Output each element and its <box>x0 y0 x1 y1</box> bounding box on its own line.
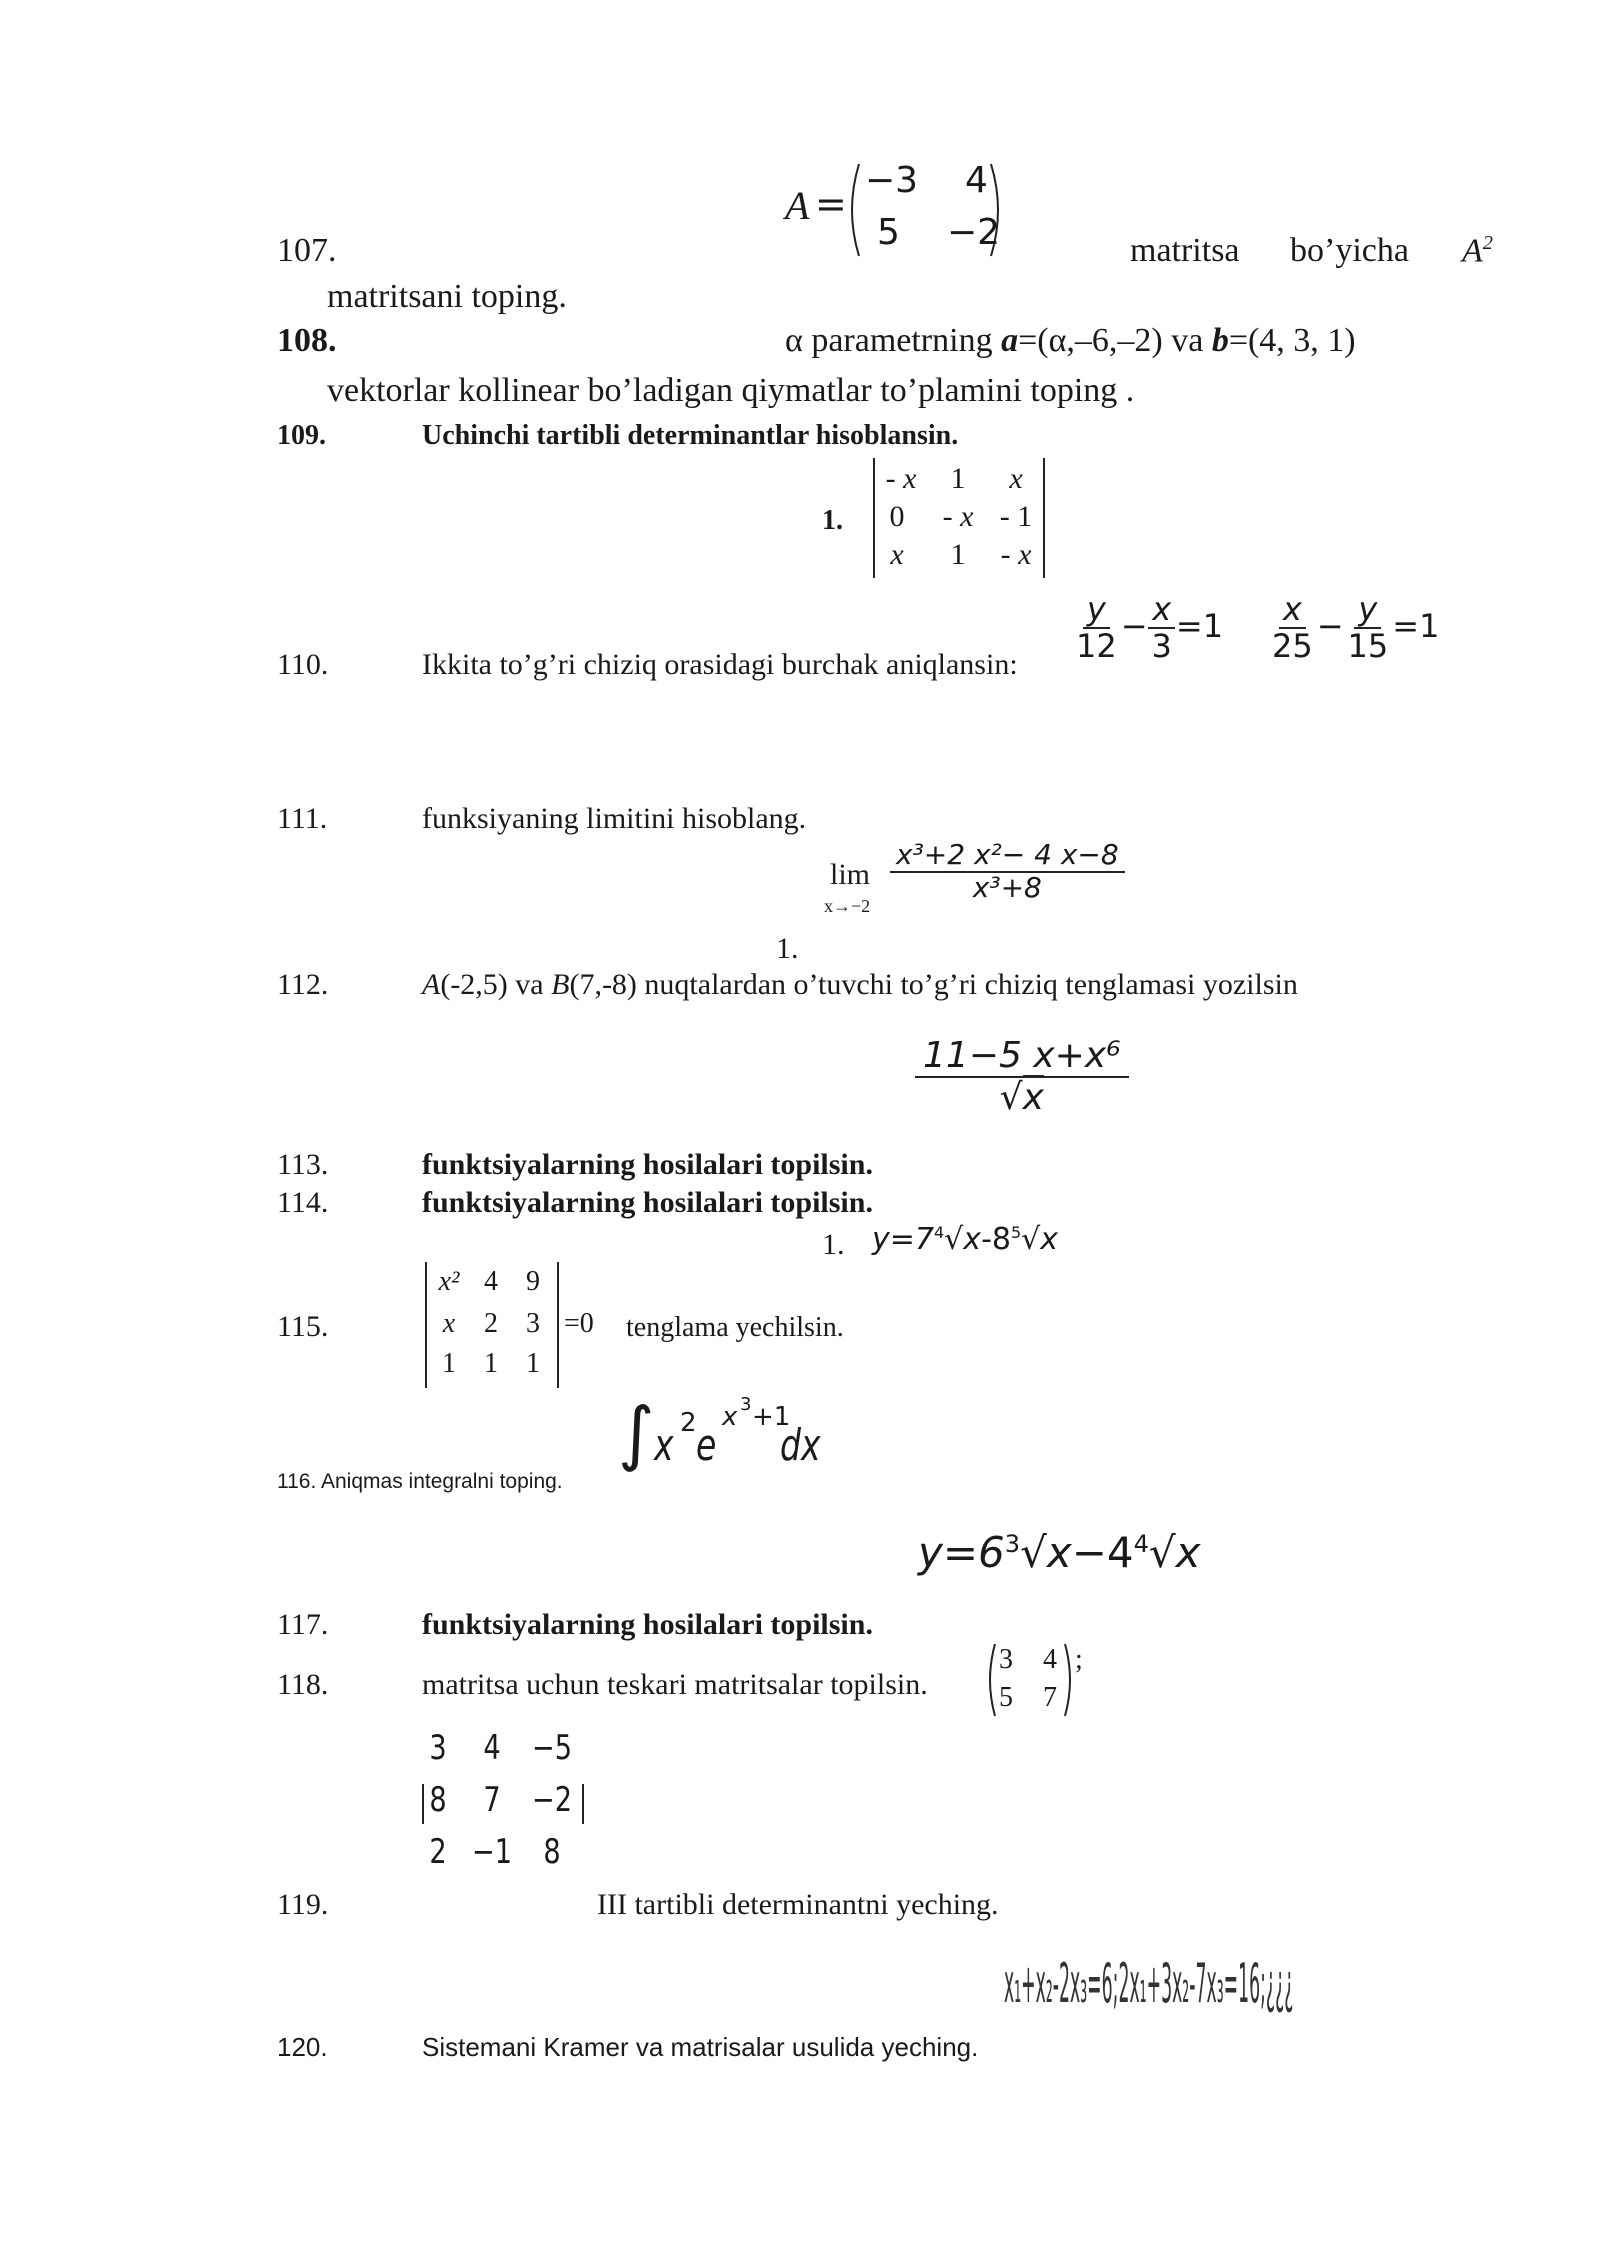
integral-sign: ∫ <box>618 1392 655 1474</box>
det-cell: 4 <box>484 1266 498 1297</box>
matrix-cell: 7 <box>1043 1682 1057 1713</box>
matrix-3x3 <box>418 1728 598 1884</box>
det-cell: 9 <box>526 1266 540 1297</box>
matrix-cell: −2 <box>531 1780 573 1820</box>
text: funktsiyalarning hosilalari topilsin. <box>422 1186 873 1219</box>
matrix-cell: −3 <box>865 160 919 201</box>
text: matritsa uchun teskari matritsalar topilsin. <box>422 1668 928 1701</box>
punctuation: ; <box>1075 1644 1083 1675</box>
lim-subscript: x→−2 <box>824 896 871 916</box>
text: funksiyaning limitini hisoblang. <box>422 802 807 835</box>
text: Ikkita to’g’ri chiziq orasidagi burchak aniqlansin: <box>422 648 1018 681</box>
text: funktsiyalarning hosilalari topilsin. <box>422 1148 873 1181</box>
equals-sign: = <box>815 182 847 226</box>
problem-number: 107. <box>277 232 337 269</box>
vector-condition: α parametrning a=(α,–6,–2) va b=(4, 3, 1) <box>785 322 1356 359</box>
problem-number: 119. <box>277 1888 329 1921</box>
problem-number: 109. <box>277 420 326 451</box>
matrix-cell: 8 <box>543 1832 561 1872</box>
text: matritsani toping. <box>327 278 567 315</box>
text: bo’yicha <box>1290 232 1409 269</box>
matrix-cell: 4 <box>483 1728 501 1768</box>
text: Sistemani Kramer va matrisalar usulida yeching. <box>422 2032 979 2062</box>
root-expression: $y=6^3√x-4^4√x$ <box>918 1528 1201 1577</box>
problem-label: 116. Aniqmas integralni toping. <box>277 1470 563 1493</box>
det-cell: 1 <box>442 1348 456 1379</box>
det-cell: - x <box>1000 538 1032 571</box>
integral-expression <box>618 1392 838 1492</box>
exponent: 2 <box>680 1408 697 1438</box>
equals-zero: =0 <box>564 1308 594 1339</box>
problem-number: 115. <box>277 1310 329 1343</box>
problem-number: 118. <box>277 1668 329 1701</box>
det-cell: x <box>442 1308 456 1339</box>
problem-number: 108. <box>277 322 337 359</box>
det-cell: x <box>1009 462 1023 495</box>
fraction-numerator: x³+2 x²− 4 x−8 <box>890 840 1125 873</box>
exponent: x <box>722 1402 738 1432</box>
text: A(-2,5) va B(7,-8) nuqtalardan o’tuvchi to’g’ri chiziq tenglamasi yozilsin <box>422 968 1298 1001</box>
line-equation-2: $\frac{x}{25}$ − $\frac{y}{15}$ =1 <box>1272 590 1440 666</box>
integrand-e: e <box>696 1420 717 1471</box>
limit-expression <box>820 838 1119 920</box>
item-number: 1. <box>822 1228 845 1261</box>
text: funktsiyalarning hosilalari topilsin. <box>422 1608 873 1641</box>
matrix-cell: −2 <box>947 212 1001 253</box>
text: vektorlar kollinear bo’ladigan qiymatlar to’plamini toping . <box>327 372 1135 409</box>
matrix-cell: 2 <box>429 1832 447 1872</box>
fraction-expression: $\frac{\text{11−5 x+x⁶}}{√x}$ <box>915 1036 1129 1117</box>
item-number: 1. <box>822 505 843 536</box>
problem-number: 113. <box>277 1148 329 1181</box>
det-cell: x² <box>438 1266 460 1297</box>
det-cell: 0 <box>889 500 905 533</box>
matrix-2x2 <box>985 1640 1085 1720</box>
text: Uchinchi tartibli determinantlar hisoblansin. <box>422 420 959 451</box>
det-cell: - x <box>942 500 974 533</box>
matrix-cell: 3 <box>429 1728 447 1768</box>
matrix-cell: −1 <box>471 1832 513 1872</box>
problem-number: 112. <box>277 968 329 1001</box>
matrix-cell: 5 <box>877 212 900 253</box>
det-cell: 3 <box>526 1308 540 1339</box>
matrix-cell: 4 <box>1043 1644 1057 1675</box>
matrix-cell: 8 <box>429 1780 447 1820</box>
det-cell: 1 <box>526 1348 540 1379</box>
det-cell: 1 <box>484 1348 498 1379</box>
matrix-cell: 3 <box>999 1644 1013 1675</box>
problem-number: 111. <box>277 802 328 835</box>
integrand-x: x <box>654 1420 674 1471</box>
root-expression: $y=7^4√x-8^5√x$ <box>872 1222 1059 1257</box>
matrix-a-equation <box>785 160 1015 260</box>
matrix-cell: −5 <box>531 1728 573 1768</box>
matrix-label: A <box>785 183 810 228</box>
problem-number: 120. <box>277 2032 328 2062</box>
matrix-cell: 5 <box>999 1682 1013 1713</box>
det-cell: x <box>890 538 904 571</box>
determinant <box>425 1262 565 1390</box>
equation-system: x₁+x₂-2x₃=6;2x₁+3x₂-7x₃=16;¿¿¿ <box>1004 1952 1294 2015</box>
power-expression: $A^2$ <box>1462 232 1493 270</box>
det-cell: - x <box>885 462 917 495</box>
text: matritsa <box>1130 232 1240 269</box>
det-cell: 1 <box>950 462 966 495</box>
determinant <box>873 458 1048 580</box>
det-cell: - 1 <box>999 500 1033 533</box>
det-cell: 2 <box>484 1308 498 1339</box>
problem-number: 114. <box>277 1186 329 1219</box>
item-number: 1. <box>776 932 799 965</box>
problem-number: 117. <box>277 1608 329 1641</box>
text: III tartibli determinantni yeching. <box>597 1888 999 1921</box>
differential: dx <box>780 1420 821 1471</box>
exponent: +1 <box>752 1402 791 1432</box>
lim-label: lim <box>830 858 871 891</box>
problem-number: 110. <box>277 648 329 681</box>
exponent: 3 <box>740 1394 752 1415</box>
text: tenglama yechilsin. <box>626 1312 844 1343</box>
matrix-cell: 4 <box>965 160 988 201</box>
line-equation-1: $\frac{y}{12}$ − $\frac{x}{3}$ =1 <box>1076 590 1224 666</box>
matrix-cell: 7 <box>483 1780 501 1820</box>
fraction-denominator: x³+8 <box>972 870 1042 904</box>
det-cell: 1 <box>950 538 966 571</box>
